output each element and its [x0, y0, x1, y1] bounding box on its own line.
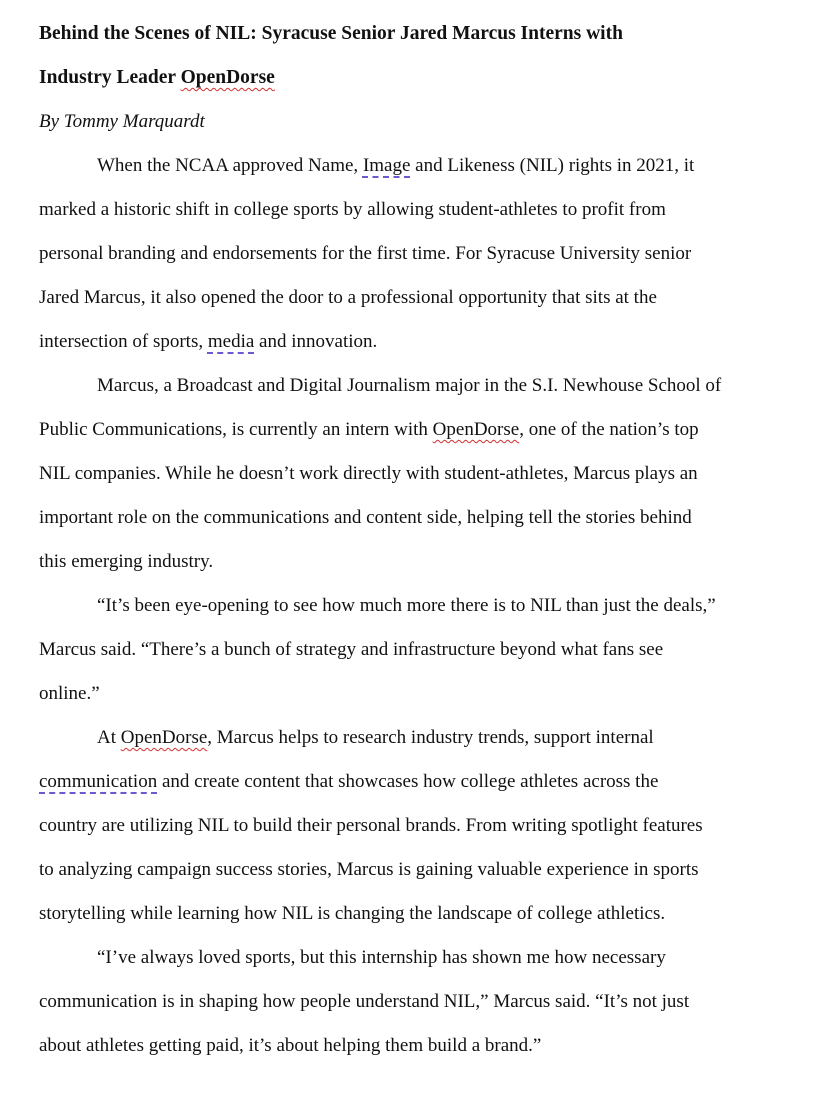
- paragraph-text: , Marcus helps to research industry trends, support internal: [207, 727, 654, 748]
- paragraph-4-line-3: country are utilizing NIL to build their personal brands. From writing spotlight features: [39, 815, 703, 836]
- spelling-flag-opendorse[interactable]: OpenDorse: [120, 727, 208, 748]
- paragraph-3-line-3: online.”: [39, 683, 100, 704]
- paragraph-3-line-2: Marcus said. “There’s a bunch of strategy and infrastructure beyond what fans see: [39, 639, 664, 660]
- paragraph-2-line-5: this emerging industry.: [39, 551, 214, 572]
- paragraph-1-line-4: Jared Marcus, it also opened the door to a professional opportunity that sits at the: [39, 287, 657, 308]
- article-title-line-1: Behind the Scenes of NIL: Syracuse Senior Jared Marcus Interns with: [39, 23, 623, 44]
- grammar-flag-communication[interactable]: communication: [39, 771, 158, 792]
- paragraph-text: When the NCAA approved Name,: [97, 155, 363, 176]
- paragraph-4-line-2: [39, 760, 799, 804]
- paragraph-1-line-2: marked a historic shift in college sports by allowing student-athletes to profit from: [39, 199, 666, 220]
- paragraph-4-line-4: to analyzing campaign success stories, Marcus is gaining valuable experience in sports: [39, 859, 699, 880]
- paragraph-4-line-5: storytelling while learning how NIL is changing the landscape of college athletics.: [39, 903, 666, 924]
- grammar-flag-media[interactable]: media: [207, 331, 255, 352]
- grammar-flag-image[interactable]: Image: [362, 155, 411, 176]
- paragraph-2-line-1: Marcus, a Broadcast and Digital Journalism major in the S.I. Newhouse School of: [97, 375, 722, 396]
- paragraph-text: Public Communications, is currently an intern with: [39, 419, 433, 440]
- paragraph-2-line-3: NIL companies. While he doesn’t work directly with student-athletes, Marcus plays an: [39, 463, 698, 484]
- document-body[interactable]: [39, 12, 799, 1068]
- article-title-line-2: [39, 56, 799, 100]
- paragraph-5-line-2: communication is in shaping how people understand NIL,” Marcus said. “It’s not just: [39, 991, 690, 1012]
- spelling-flag-opendorse[interactable]: OpenDorse: [180, 67, 275, 88]
- paragraph-text: intersection of sports,: [39, 331, 208, 352]
- paragraph-text: and create content that showcases how college athletes across the: [157, 771, 659, 792]
- paragraph-text: At: [97, 727, 121, 748]
- paragraph-text: and Likeness (NIL) rights in 2021, it: [410, 155, 695, 176]
- paragraph-1-line-5: [39, 320, 799, 364]
- paragraph-5-line-1: “I’ve always loved sports, but this internship has shown me how necessary: [97, 947, 666, 968]
- paragraph-1-line-3: personal branding and endorsements for the first time. For Syracuse University senior: [39, 243, 692, 264]
- title-text: Industry Leader: [39, 67, 181, 88]
- paragraph-2-line-2: [39, 408, 799, 452]
- paragraph-4-line-1: [39, 716, 799, 760]
- paragraph-3-line-1: “It’s been eye-opening to see how much more there is to NIL than just the deals,”: [97, 595, 716, 616]
- byline: By Tommy Marquardt: [39, 111, 205, 132]
- paragraph-text: , one of the nation’s top: [519, 419, 699, 440]
- paragraph-2-line-4: important role on the communications and content side, helping tell the stories behind: [39, 507, 692, 528]
- spelling-flag-opendorse[interactable]: OpenDorse: [432, 419, 520, 440]
- paragraph-1-line-1: [39, 144, 799, 188]
- paragraph-5-line-3: about athletes getting paid, it’s about helping them build a brand.”: [39, 1035, 542, 1056]
- paragraph-text: and innovation.: [254, 331, 378, 352]
